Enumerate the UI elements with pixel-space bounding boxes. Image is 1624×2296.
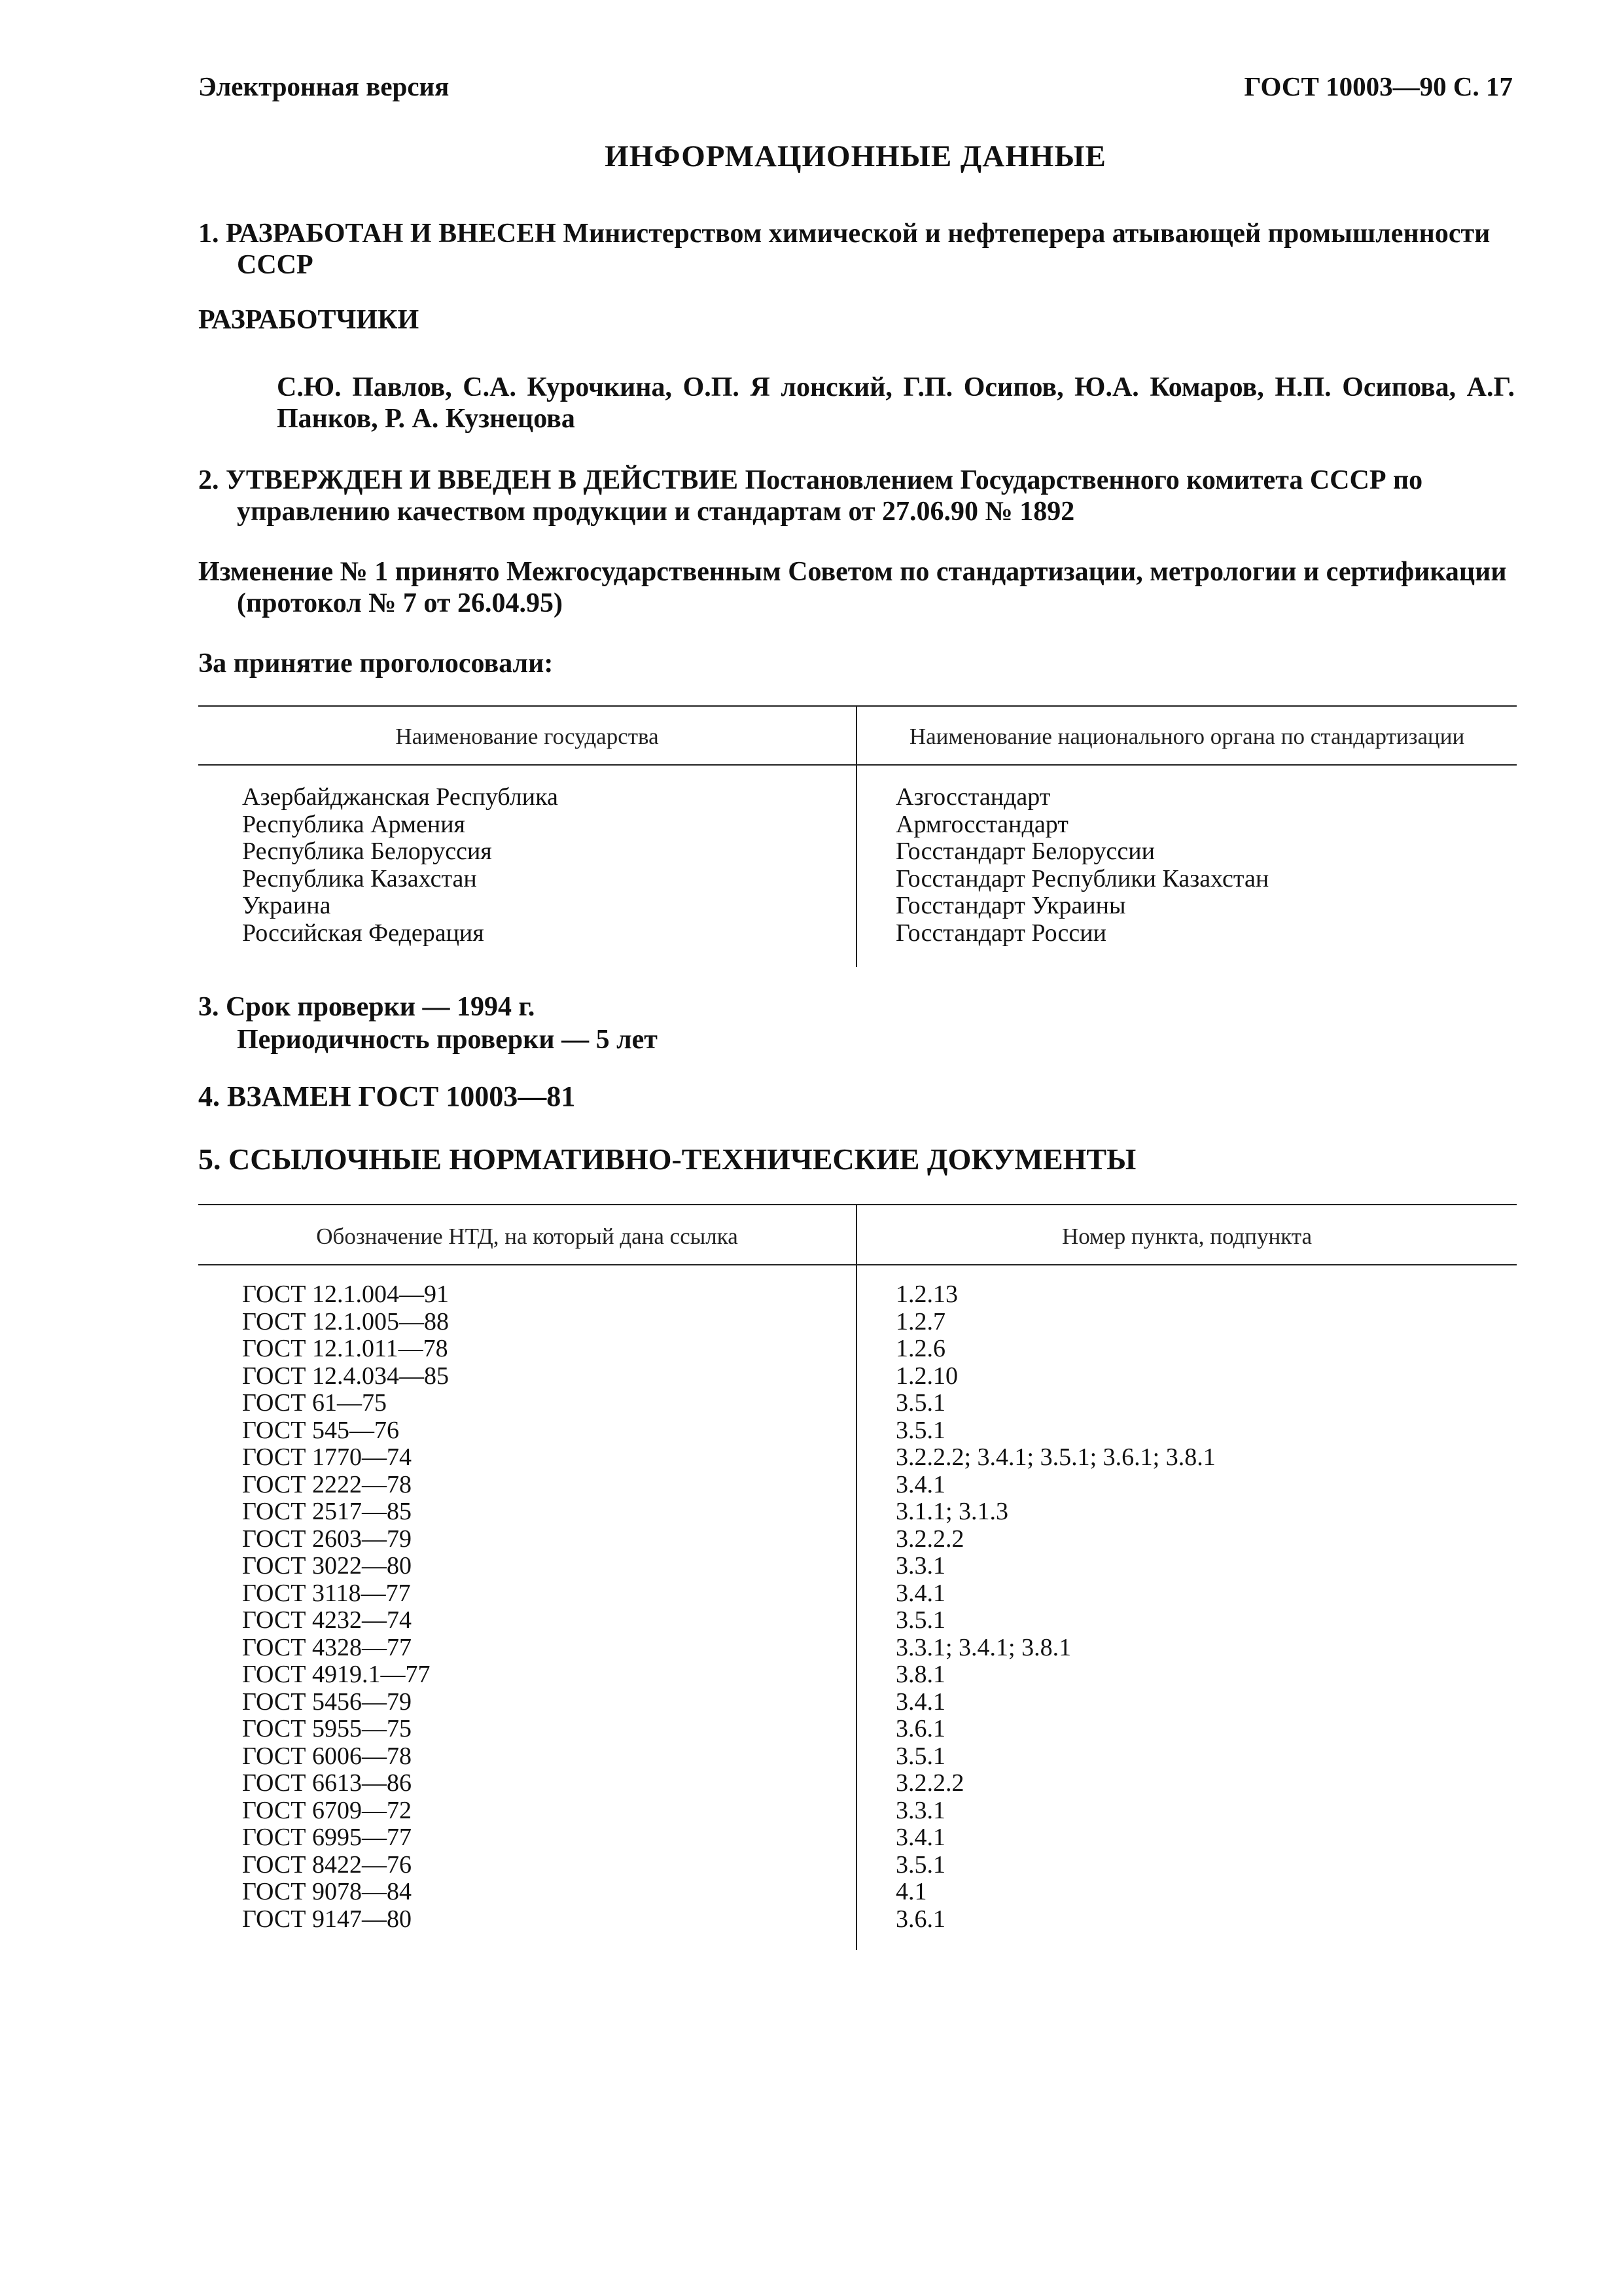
table-cell: ГОСТ 12.1.004—91 — [242, 1280, 449, 1308]
table-cell: Госстандарт Белоруссии — [896, 838, 1155, 865]
table-cell: 3.2.2.2 — [896, 1525, 964, 1553]
table-cell: 3.6.1 — [896, 1715, 945, 1742]
item-review-frequency: Периодичность проверки — 5 лет — [237, 1025, 658, 1055]
table-cell: Украина — [242, 892, 331, 919]
table-cell: 1.2.6 — [896, 1335, 945, 1362]
table-cell: 3.5.1 — [896, 1416, 945, 1444]
item-approved — [198, 465, 1553, 527]
references-table-header-doc: Обозначение НТД, на который дана ссылка — [316, 1224, 738, 1249]
table-cell: ГОСТ 2517—85 — [242, 1498, 412, 1525]
table-cell: 3.1.1; 3.1.3 — [896, 1498, 1009, 1525]
references-table-divider — [856, 1204, 857, 1950]
table-cell: 3.2.2.2; 3.4.1; 3.5.1; 3.6.1; 3.8.1 — [896, 1443, 1216, 1471]
table-cell: ГОСТ 4232—74 — [242, 1606, 412, 1634]
states-table-col-state — [242, 784, 558, 947]
developers-label: РАЗРАБОТЧИКИ — [198, 305, 419, 335]
table-cell: ГОСТ 6995—77 — [242, 1824, 412, 1851]
table-cell: Республика Армения — [242, 810, 466, 838]
table-cell: ГОСТ 9147—80 — [242, 1905, 412, 1933]
table-cell: ГОСТ 3022—80 — [242, 1552, 412, 1580]
item-developed-text: Министерством химической и нефтеперера атывающей промышленности СССР — [237, 219, 1491, 280]
table-cell: ГОСТ 545—76 — [242, 1416, 399, 1444]
item-developed-lead: 1. РАЗРАБОТАН И ВНЕСЕН — [198, 219, 556, 249]
references-table-header-clause: Номер пункта, подпункта — [1061, 1224, 1313, 1249]
states-table-top-rule — [198, 705, 1517, 707]
states-table-header-rule — [198, 764, 1517, 766]
item-review-period: 3. Срок проверки — 1994 г. — [198, 992, 535, 1022]
table-cell: ГОСТ 4919.1—77 — [242, 1661, 431, 1688]
table-cell: ГОСТ 5955—75 — [242, 1715, 412, 1742]
table-cell: ГОСТ 6709—72 — [242, 1796, 412, 1824]
developers-names: С.Ю. Павлов, С.А. Курочкина, О.П. Я лонский, Г.П. Осипов, Ю.А. Комаров, Н.П. Осипова, А.Г. Панков, Р. А. Кузнецова — [277, 372, 1515, 434]
table-cell: 3.5.1 — [896, 1850, 945, 1879]
table-cell: Азербайджанская Республика — [242, 783, 558, 811]
table-cell: Армгосстандарт — [896, 810, 1068, 838]
states-table-header-body: Наименование национального органа по стандартизации — [909, 724, 1465, 749]
table-cell: ГОСТ 12.1.011—78 — [242, 1335, 448, 1362]
table-cell: 1.2.10 — [896, 1362, 958, 1390]
page-title: ИНФОРМАЦИОННЫЕ ДАННЫЕ — [605, 139, 1106, 173]
table-cell: 3.5.1 — [896, 1742, 945, 1770]
references-table-header-rule — [198, 1264, 1517, 1265]
table-cell: ГОСТ 8422—76 — [242, 1850, 412, 1879]
table-cell: Азгосстандарт — [896, 783, 1051, 811]
table-cell: 3.4.1 — [896, 1824, 945, 1851]
table-cell: ГОСТ 2603—79 — [242, 1525, 412, 1553]
table-cell: 4.1 — [896, 1878, 927, 1905]
states-table-header-state: Наименование государства — [395, 724, 659, 749]
table-cell: Российская Федерация — [242, 919, 484, 947]
table-cell: ГОСТ 6613—86 — [242, 1769, 412, 1797]
header-standard-page: ГОСТ 10003—90 С. 17 — [1244, 71, 1513, 101]
states-table-col-body — [896, 784, 1269, 947]
table-cell: 3.4.1 — [896, 1687, 945, 1716]
references-table-col-doc — [242, 1281, 449, 1933]
table-cell: 1.2.7 — [896, 1307, 945, 1335]
voted-label: За принятие проголосовали: — [198, 648, 554, 679]
references-table-top-rule — [198, 1204, 1517, 1205]
references-table — [198, 1204, 1517, 1950]
table-cell: ГОСТ 4328—77 — [242, 1633, 412, 1661]
item-reference-docs: 5. ССЫЛОЧНЫЕ НОРМАТИВНО-ТЕХНИЧЕСКИЕ ДОКУМЕНТЫ — [198, 1142, 1137, 1176]
table-cell: ГОСТ 2222—78 — [242, 1470, 412, 1498]
references-table-col-clause — [896, 1281, 1216, 1933]
table-cell: Госстандарт Республики Казахстан — [896, 864, 1269, 892]
table-cell: ГОСТ 61—75 — [242, 1389, 387, 1417]
table-cell: ГОСТ 5456—79 — [242, 1687, 412, 1716]
table-cell: 3.8.1 — [896, 1661, 945, 1688]
table-cell: ГОСТ 9078—84 — [242, 1878, 412, 1905]
table-cell: 3.6.1 — [896, 1905, 945, 1933]
table-cell: 3.4.1 — [896, 1470, 945, 1498]
table-cell: 3.5.1 — [896, 1389, 945, 1417]
table-cell: Госстандарт России — [896, 919, 1106, 947]
table-cell: 3.3.1 — [896, 1796, 945, 1824]
amendment-note: Изменение № 1 принято Межгосударственным Советом по стандартизации, метрологии и сертификации (протокол № 7 от 26.04.95) — [198, 557, 1507, 618]
states-table — [198, 705, 1517, 967]
table-cell: ГОСТ 3118—77 — [242, 1579, 411, 1607]
item-developed — [198, 218, 1553, 281]
table-cell: ГОСТ 6006—78 — [242, 1742, 412, 1770]
item-replaces: 4. ВЗАМЕН ГОСТ 10003—81 — [198, 1080, 576, 1112]
header-edition-label: Электронная версия — [198, 71, 450, 101]
table-cell: 3.5.1 — [896, 1606, 945, 1634]
table-cell: Республика Казахстан — [242, 864, 477, 892]
table-cell: 3.3.1; 3.4.1; 3.8.1 — [896, 1633, 1072, 1661]
table-cell: ГОСТ 12.4.034—85 — [242, 1362, 449, 1390]
table-cell: 1.2.13 — [896, 1280, 958, 1308]
table-cell: Республика Белоруссия — [242, 838, 492, 865]
table-cell: ГОСТ 12.1.005—88 — [242, 1307, 449, 1335]
item-approved-text: Постановлением Государственного комитета СССР по управлению качеством продукции и стандартам от 27.06.90 № 1892 — [237, 465, 1423, 527]
item-approved-lead: 2. УТВЕРЖДЕН И ВВЕДЕН В ДЕЙСТВИЕ — [198, 465, 739, 495]
table-cell: 3.4.1 — [896, 1579, 945, 1607]
table-cell: 3.2.2.2 — [896, 1769, 964, 1797]
table-cell: ГОСТ 1770—74 — [242, 1443, 412, 1471]
table-cell: 3.3.1 — [896, 1552, 945, 1580]
table-cell: Госстандарт Украины — [896, 892, 1126, 919]
